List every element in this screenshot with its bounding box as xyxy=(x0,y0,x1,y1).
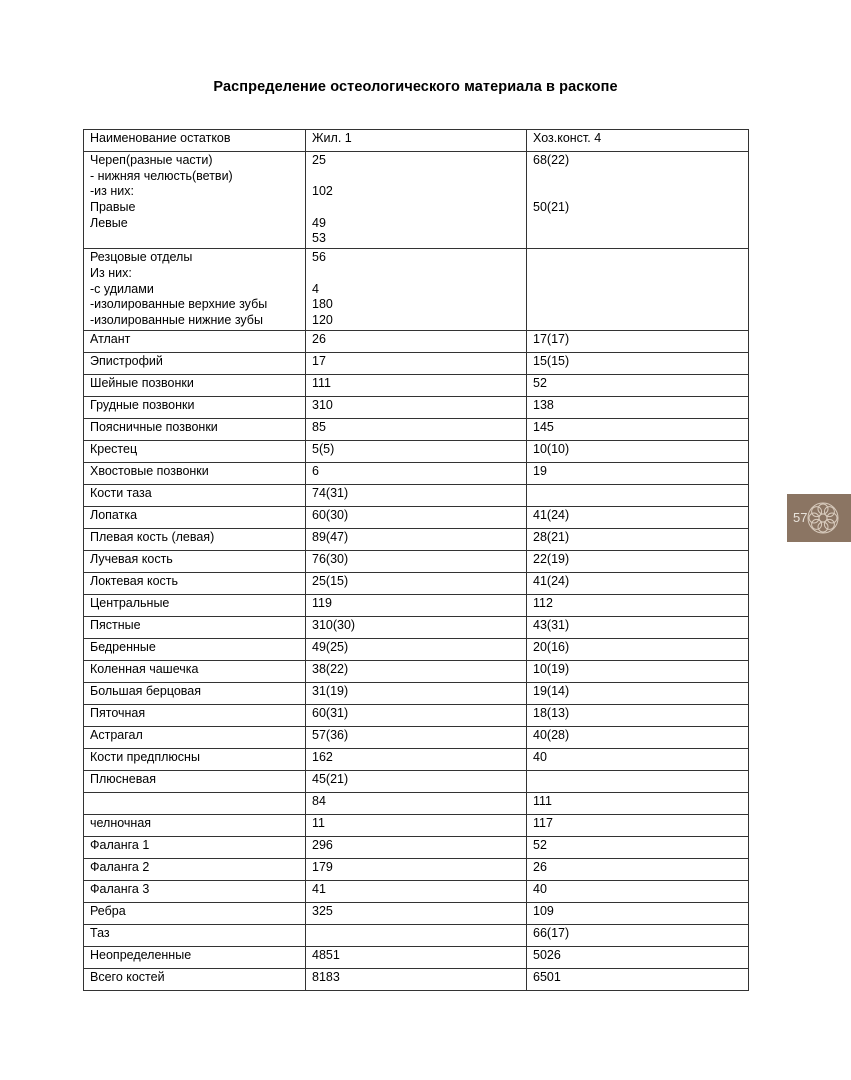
cell-dwelling: 84 xyxy=(306,792,527,814)
cell-dwelling: 6 xyxy=(306,462,527,484)
cell-dwelling: 4851 xyxy=(306,946,527,968)
cell-dwelling: 45(21) xyxy=(306,770,527,792)
cell-construction: 111 xyxy=(527,792,749,814)
cell-construction xyxy=(527,152,749,249)
table-row xyxy=(84,968,749,990)
cell-line: 180 xyxy=(312,297,333,312)
table-row xyxy=(84,528,749,550)
cell-line: -из них: xyxy=(90,184,134,199)
cell-dwelling: 310 xyxy=(306,396,527,418)
cell-name: Атлант xyxy=(84,330,306,352)
table-row xyxy=(84,902,749,924)
cell-name: Крестец xyxy=(84,440,306,462)
cell-construction: 20(16) xyxy=(527,638,749,660)
page-number-tab xyxy=(787,494,851,542)
table-row xyxy=(84,594,749,616)
cell-line: 68(22) xyxy=(533,153,570,167)
cell-construction: 41(24) xyxy=(527,506,749,528)
cell-dwelling: 49(25) xyxy=(306,638,527,660)
cell-construction xyxy=(527,770,749,792)
rosette-ornament-icon xyxy=(803,498,843,538)
cell-construction: 138 xyxy=(527,396,749,418)
cell-name: Пяточная xyxy=(84,704,306,726)
cell-construction: 15(15) xyxy=(527,352,749,374)
cell-name: Плюсневая xyxy=(84,770,306,792)
cell-name: Хвостовые позвонки xyxy=(84,462,306,484)
cell-line: 102 xyxy=(312,184,333,199)
table-row xyxy=(84,572,749,594)
cell-dwelling: 8183 xyxy=(306,968,527,990)
table-row xyxy=(84,770,749,792)
cell-dwelling: 17 xyxy=(306,352,527,374)
table-row xyxy=(84,374,749,396)
cell-construction: 28(21) xyxy=(527,528,749,550)
cell-dwelling: 25(15) xyxy=(306,572,527,594)
cell-dwelling: 57(36) xyxy=(306,726,527,748)
cell-name: Локтевая кость xyxy=(84,572,306,594)
cell-dwelling: 89(47) xyxy=(306,528,527,550)
cell-dwelling: 26 xyxy=(306,330,527,352)
cell-construction: 52 xyxy=(527,374,749,396)
cell-line: -изолированные верхние зубы xyxy=(90,297,268,312)
cell-line: Резцовые отделы xyxy=(90,250,193,265)
cell-construction: 22(19) xyxy=(527,550,749,572)
cell-construction: 5026 xyxy=(527,946,749,968)
cell-dwelling: 325 xyxy=(306,902,527,924)
header-cell-name: Наименование остатков xyxy=(84,130,306,152)
table-row xyxy=(84,682,749,704)
cell-construction: 26 xyxy=(527,858,749,880)
cell-construction: 41(24) xyxy=(527,572,749,594)
table-row xyxy=(84,924,749,946)
cell-line xyxy=(533,169,742,185)
cell-construction: 19(14) xyxy=(527,682,749,704)
table-row xyxy=(84,858,749,880)
table-row-group xyxy=(84,249,749,330)
cell-line: Правые xyxy=(90,200,136,215)
cell-name: Большая берцовая xyxy=(84,682,306,704)
cell-name: Ребра xyxy=(84,902,306,924)
cell-dwelling: 31(19) xyxy=(306,682,527,704)
table-row xyxy=(84,506,749,528)
cell-line: 49 xyxy=(312,215,326,230)
cell-name xyxy=(84,152,306,249)
table-row xyxy=(84,704,749,726)
cell-name: Коленная чашечка xyxy=(84,660,306,682)
cell-dwelling: 162 xyxy=(306,748,527,770)
cell-dwelling: 60(30) xyxy=(306,506,527,528)
table-row xyxy=(84,660,749,682)
cell-construction: 19 xyxy=(527,462,749,484)
cell-dwelling: 5(5) xyxy=(306,440,527,462)
cell-dwelling: 76(30) xyxy=(306,550,527,572)
cell-name: Грудные позвонки xyxy=(84,396,306,418)
cell-name xyxy=(84,792,306,814)
cell-construction: 40 xyxy=(527,880,749,902)
table-row-group xyxy=(84,152,749,249)
cell-line: 120 xyxy=(312,312,333,327)
table-row xyxy=(84,792,749,814)
table-row xyxy=(84,440,749,462)
cell-name: Поясничные позвонки xyxy=(84,418,306,440)
cell-dwelling: 119 xyxy=(306,594,527,616)
cell-line: - нижняя челюсть(ветви) xyxy=(90,168,233,183)
cell-construction xyxy=(527,249,749,330)
cell-dwelling: 85 xyxy=(306,418,527,440)
cell-construction: 43(31) xyxy=(527,616,749,638)
cell-construction xyxy=(527,484,749,506)
cell-construction: 10(10) xyxy=(527,440,749,462)
cell-construction: 6501 xyxy=(527,968,749,990)
table-row xyxy=(84,352,749,374)
table-row xyxy=(84,880,749,902)
cell-dwelling: 310(30) xyxy=(306,616,527,638)
cell-name: Лучевая кость xyxy=(84,550,306,572)
page-title: Распределение остеологического материала в раскопе xyxy=(213,79,618,95)
header-cell-dwelling: Жил. 1 xyxy=(306,130,527,152)
cell-dwelling: 60(31) xyxy=(306,704,527,726)
table-row xyxy=(84,616,749,638)
cell-name xyxy=(84,249,306,330)
cell-construction: 66(17) xyxy=(527,924,749,946)
cell-construction: 40(28) xyxy=(527,726,749,748)
page-number: 57 xyxy=(793,510,808,525)
table-header-row xyxy=(84,130,749,152)
cell-line xyxy=(312,169,520,185)
cell-name: Бедренные xyxy=(84,638,306,660)
cell-name: Фаланга 3 xyxy=(84,880,306,902)
bones-table xyxy=(83,129,749,991)
table-row xyxy=(84,484,749,506)
cell-dwelling xyxy=(306,152,527,249)
cell-line: Череп(разные части) xyxy=(90,153,213,167)
cell-dwelling: 41 xyxy=(306,880,527,902)
table-row xyxy=(84,462,749,484)
cell-name: Шейные позвонки xyxy=(84,374,306,396)
cell-name: Таз xyxy=(84,924,306,946)
cell-line: 50(21) xyxy=(533,200,570,215)
cell-line xyxy=(312,266,520,282)
cell-construction: 117 xyxy=(527,814,749,836)
cell-name: Фаланга 1 xyxy=(84,836,306,858)
table-row xyxy=(84,550,749,572)
cell-name: Всего костей xyxy=(84,968,306,990)
cell-line: 25 xyxy=(312,153,326,167)
cell-line: Левые xyxy=(90,215,128,230)
cell-dwelling: 111 xyxy=(306,374,527,396)
header-cell-construction: Хоз.конст. 4 xyxy=(527,130,749,152)
table-row xyxy=(84,638,749,660)
cell-construction: 109 xyxy=(527,902,749,924)
table-row xyxy=(84,748,749,770)
cell-name: челночная xyxy=(84,814,306,836)
cell-dwelling: 296 xyxy=(306,836,527,858)
cell-dwelling: 38(22) xyxy=(306,660,527,682)
cell-construction: 10(19) xyxy=(527,660,749,682)
table-row xyxy=(84,418,749,440)
cell-dwelling: 74(31) xyxy=(306,484,527,506)
cell-dwelling: 11 xyxy=(306,814,527,836)
cell-line: -с удилами xyxy=(90,281,154,296)
table-row xyxy=(84,396,749,418)
table-row xyxy=(84,726,749,748)
table-row xyxy=(84,330,749,352)
cell-name: Эпистрофий xyxy=(84,352,306,374)
table-row xyxy=(84,836,749,858)
cell-dwelling xyxy=(306,924,527,946)
table-body xyxy=(84,130,749,991)
cell-construction: 18(13) xyxy=(527,704,749,726)
cell-dwelling xyxy=(306,249,527,330)
cell-line xyxy=(533,184,742,200)
cell-name: Лопатка xyxy=(84,506,306,528)
cell-line: 56 xyxy=(312,250,326,265)
cell-name: Фаланга 2 xyxy=(84,858,306,880)
cell-name: Астрагал xyxy=(84,726,306,748)
cell-line: -изолированные нижние зубы xyxy=(90,312,263,327)
cell-line: 53 xyxy=(312,231,326,246)
cell-line: 4 xyxy=(312,281,319,296)
cell-name: Кости таза xyxy=(84,484,306,506)
cell-name: Пястные xyxy=(84,616,306,638)
cell-name: Кости предплюсны xyxy=(84,748,306,770)
cell-construction: 52 xyxy=(527,836,749,858)
cell-dwelling: 179 xyxy=(306,858,527,880)
table-row xyxy=(84,814,749,836)
cell-construction: 17(17) xyxy=(527,330,749,352)
table-row xyxy=(84,946,749,968)
cell-line: Из них: xyxy=(90,265,132,280)
cell-name: Неопределенные xyxy=(84,946,306,968)
cell-name: Центральные xyxy=(84,594,306,616)
cell-construction: 40 xyxy=(527,748,749,770)
cell-line xyxy=(312,200,520,216)
cell-construction: 112 xyxy=(527,594,749,616)
cell-name: Плевая кость (левая) xyxy=(84,528,306,550)
cell-construction: 145 xyxy=(527,418,749,440)
